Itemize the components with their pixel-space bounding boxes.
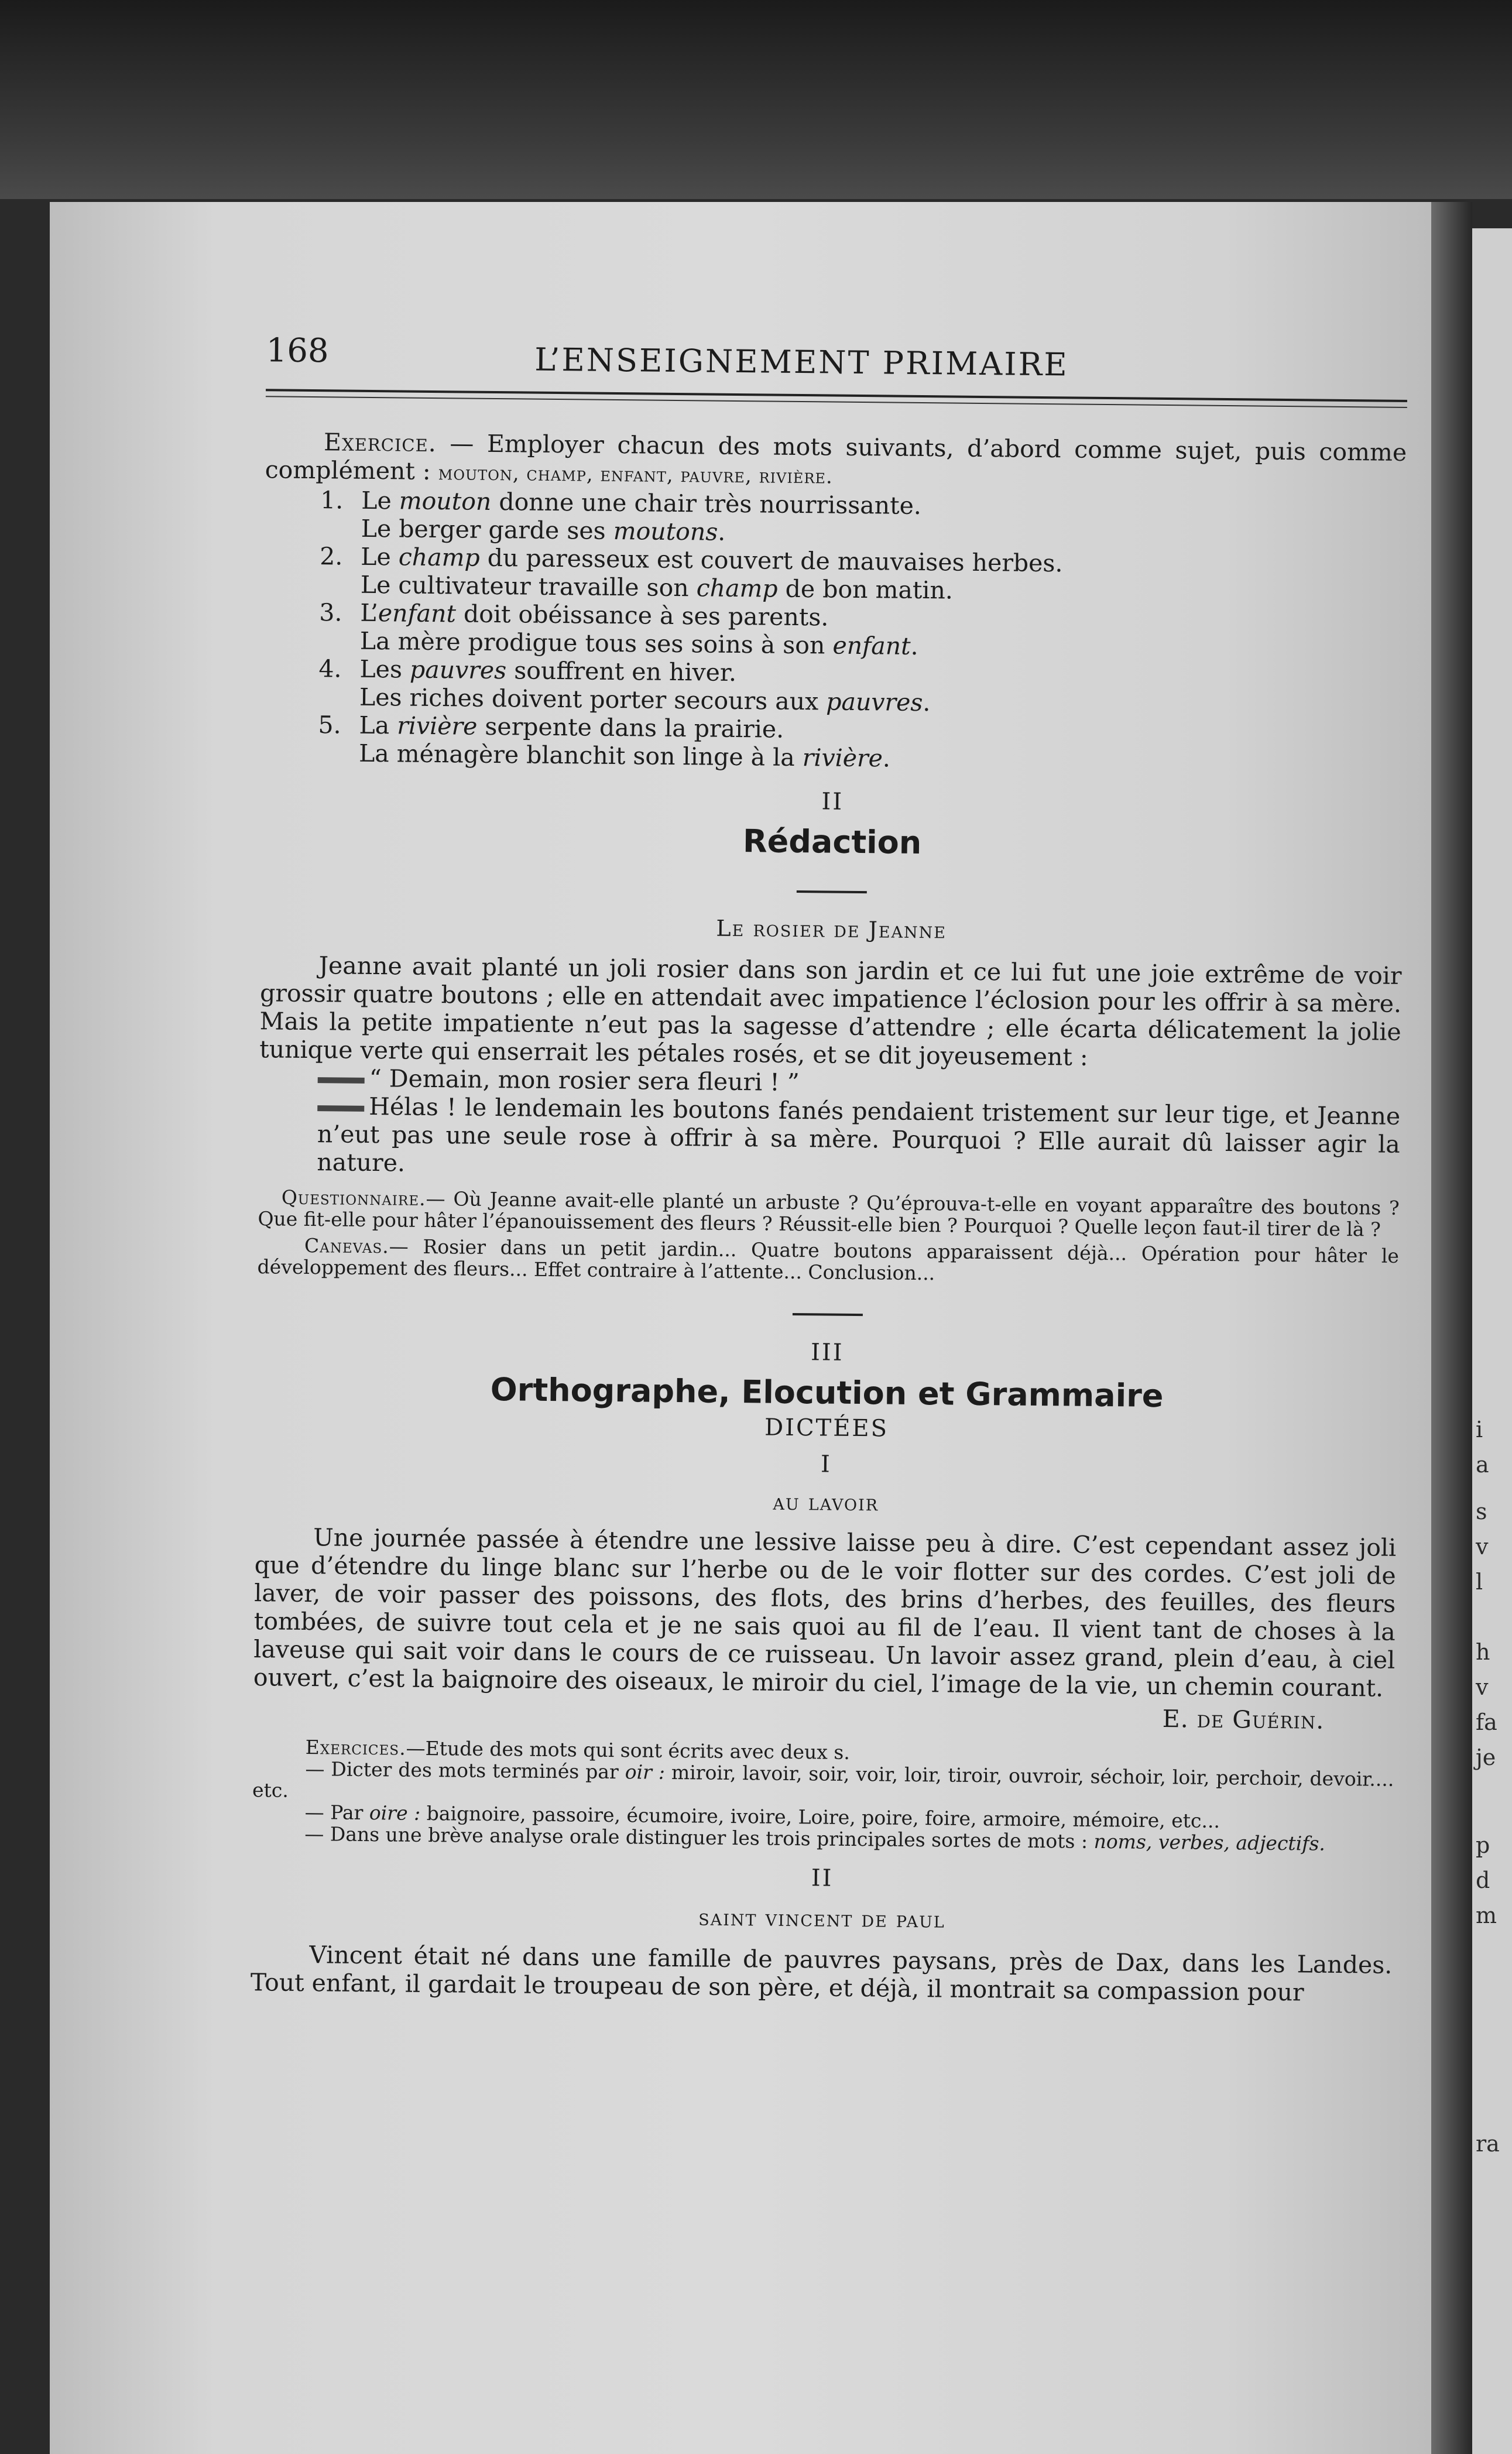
page-header (190, 331, 1414, 389)
adjacent-page-fragment: l (1476, 1569, 1483, 1595)
dictation-text: Une journée passée à étendre une lessive laisse peu à dire. C’est cependant assez joli que d’étendre du linge blanc sur l’herbe ou de le voir flotter sur des cordes. C’est joli de laver, de voir passer des poissons, des flots, des brins d’herbes, des feuilles, des fleurs tombées, de suivre tout cela et je ne sais quoi au fil de l’eau. Il vient tant de choses à la laveuse qui sait voir dans le cours de ce ruisseau. Un lavoir assez grand, plein d’eau, à ciel ouvert, c’est la baignoire des oiseaux, le miroir du ciel, l’image de la vie, un chemin courant. (253, 1523, 1397, 1702)
author-signature: E. de Guérin. (1162, 1705, 1325, 1735)
adjacent-page-fragment: v (1476, 1534, 1489, 1560)
section-divider (797, 890, 867, 893)
section-title: Rédaction (742, 822, 922, 862)
list-item: Le cultivateur travaille son champ de bon matin. (360, 570, 954, 605)
adjacent-page-fragment: a (1476, 1452, 1489, 1478)
exercise-note: — Dans une brève analyse orale distinguer les trois principales sortes de mots : noms, verbes, adjectifs. (304, 1822, 1326, 1855)
ink-mark (318, 1077, 365, 1084)
paragraph: Hélas ! le lendemain les boutons fanés pendaient tristement sur leur tige, et Jeanne n’eut pas une seule rose à offrir à sa mère. Pourquoi ? Elle aurait dû laisser agir la nature. (317, 1092, 1401, 1177)
dictation-text: Vincent était né dans une famille de pauvres paysans, près de Dax, dans les Landes. Tout enfant, il gardait le troupeau de son père, et déjà, il montrait sa compassion pour (250, 1941, 1393, 2007)
canevas: Canevas.— Rosier dans un petit jardin... Quatre boutons apparaissent déjà... Opération pour hâter le développement des fleurs... Effet contraire à l’attente... Conclusion... (257, 1233, 1400, 1285)
exercise-list (262, 485, 1407, 777)
list-item: 1. Le mouton donne une chair très nourrissante. (320, 486, 922, 520)
section-numeral: III (810, 1339, 844, 1366)
paragraph: “ Demain, mon rosier sera fleuri ! ” (259, 1063, 1401, 1102)
adjacent-page-fragment: fa (1476, 1709, 1497, 1735)
exercise-note: — Dicter des mots terminés par oir : miroir, lavoir, soir, voir, loir, tiroir, ouvroir, séchoir, loir, perchoir, devoir.... etc. (252, 1757, 1394, 1802)
adjacent-page-fragment: m (1476, 1903, 1497, 1928)
list-item: 5. La rivière serpente dans la prairie. (318, 711, 784, 743)
list-item: La mère prodigue tous ses soins à son enfant. (359, 626, 918, 660)
composition-title: Le rosier de Jeanne (716, 915, 947, 944)
list-item: La ménagère blanchit son linge à la rivière. (358, 739, 891, 773)
book-gutter (1431, 202, 1472, 2454)
paragraph: Jeanne avait planté un joli rosier dans son jardin et ce lui fut une joie extrême de voir grossir quatre boutons ; elle en attendait avec impatience l’éclosion pour les offrir à sa mère. Mais la petite impatiente n’eut pas la sagesse d’attendre ; elle écarta délicatement la jolie tunique verte qui enserrait les pétales rosés, et se dit joyeusement : (259, 951, 1402, 1071)
exercise-instruction: Exercice. — Employer chacun des mots suivants, d’abord comme sujet, puis comme complément : mouton, champ, enfant, pauvre, rivière. (265, 428, 1407, 489)
adjacent-page-edge (1472, 228, 1512, 2454)
page-number: 168 (266, 331, 329, 371)
page-body (251, 427, 1407, 2007)
list-item: 3. L’enfant doit obéissance à ses parents. (319, 598, 829, 632)
exercise-note: — Par oire : baignoire, passoire, écumoire, ivoire, Loire, poire, foire, armoire, mémoire, etc... (304, 1800, 1220, 1833)
section-numeral: II (821, 788, 844, 815)
header-rule (266, 389, 1407, 402)
section-divider (793, 1313, 863, 1316)
adjacent-page-fragment: s (1476, 1499, 1487, 1524)
adjacent-page-fragment: p (1476, 1832, 1490, 1858)
adjacent-page-fragment: je (1476, 1744, 1496, 1770)
list-item: 4. Les pauvres souffrent en hiver. (318, 654, 737, 687)
ink-mark (317, 1105, 364, 1112)
adjacent-page-fragment: h (1476, 1639, 1490, 1665)
dictation-title: au lavoir (773, 1489, 879, 1516)
list-item: 2. Le champ du paresseux est couvert de mauvaises herbes. (320, 542, 1063, 578)
adjacent-page-fragment: ra (1476, 2131, 1500, 2157)
running-head: L’ENSEIGNEMENT PRIMAIRE (534, 341, 1069, 383)
questionnaire: Questionnaire.— Où Jeanne avait-elle planté un arbuste ? Qu’éprouva-t-elle en voyant apparaître des boutons ? Que fit-elle pour hâter l’épanouissement des fleurs ? Réussit-elle bien ? Pourquoi ? Quelle leçon faut-il tirer de là ? (258, 1185, 1400, 1241)
adjacent-page-fragment: v (1476, 1674, 1489, 1700)
book-page (50, 202, 1431, 2454)
scan-background-top (0, 0, 1512, 199)
section-title: Orthographe, Elocution et Grammaire (490, 1371, 1164, 1415)
dictation-title: saint vincent de paul (698, 1904, 945, 1933)
adjacent-page-fragment: d (1476, 1867, 1490, 1893)
adjacent-page-fragment: i (1476, 1417, 1483, 1442)
dictation-numeral: II (811, 1865, 834, 1892)
page-content (174, 331, 1414, 2007)
dictation-numeral: I (820, 1451, 832, 1478)
exercise-note: Exercices.—Etude des mots qui sont écrits avec deux s. (305, 1736, 851, 1764)
section-subtitle: DICTÉES (764, 1414, 889, 1442)
list-item: Les riches doivent porter secours aux pauvres. (359, 683, 931, 717)
list-item: Le berger garde ses moutons. (361, 514, 726, 546)
